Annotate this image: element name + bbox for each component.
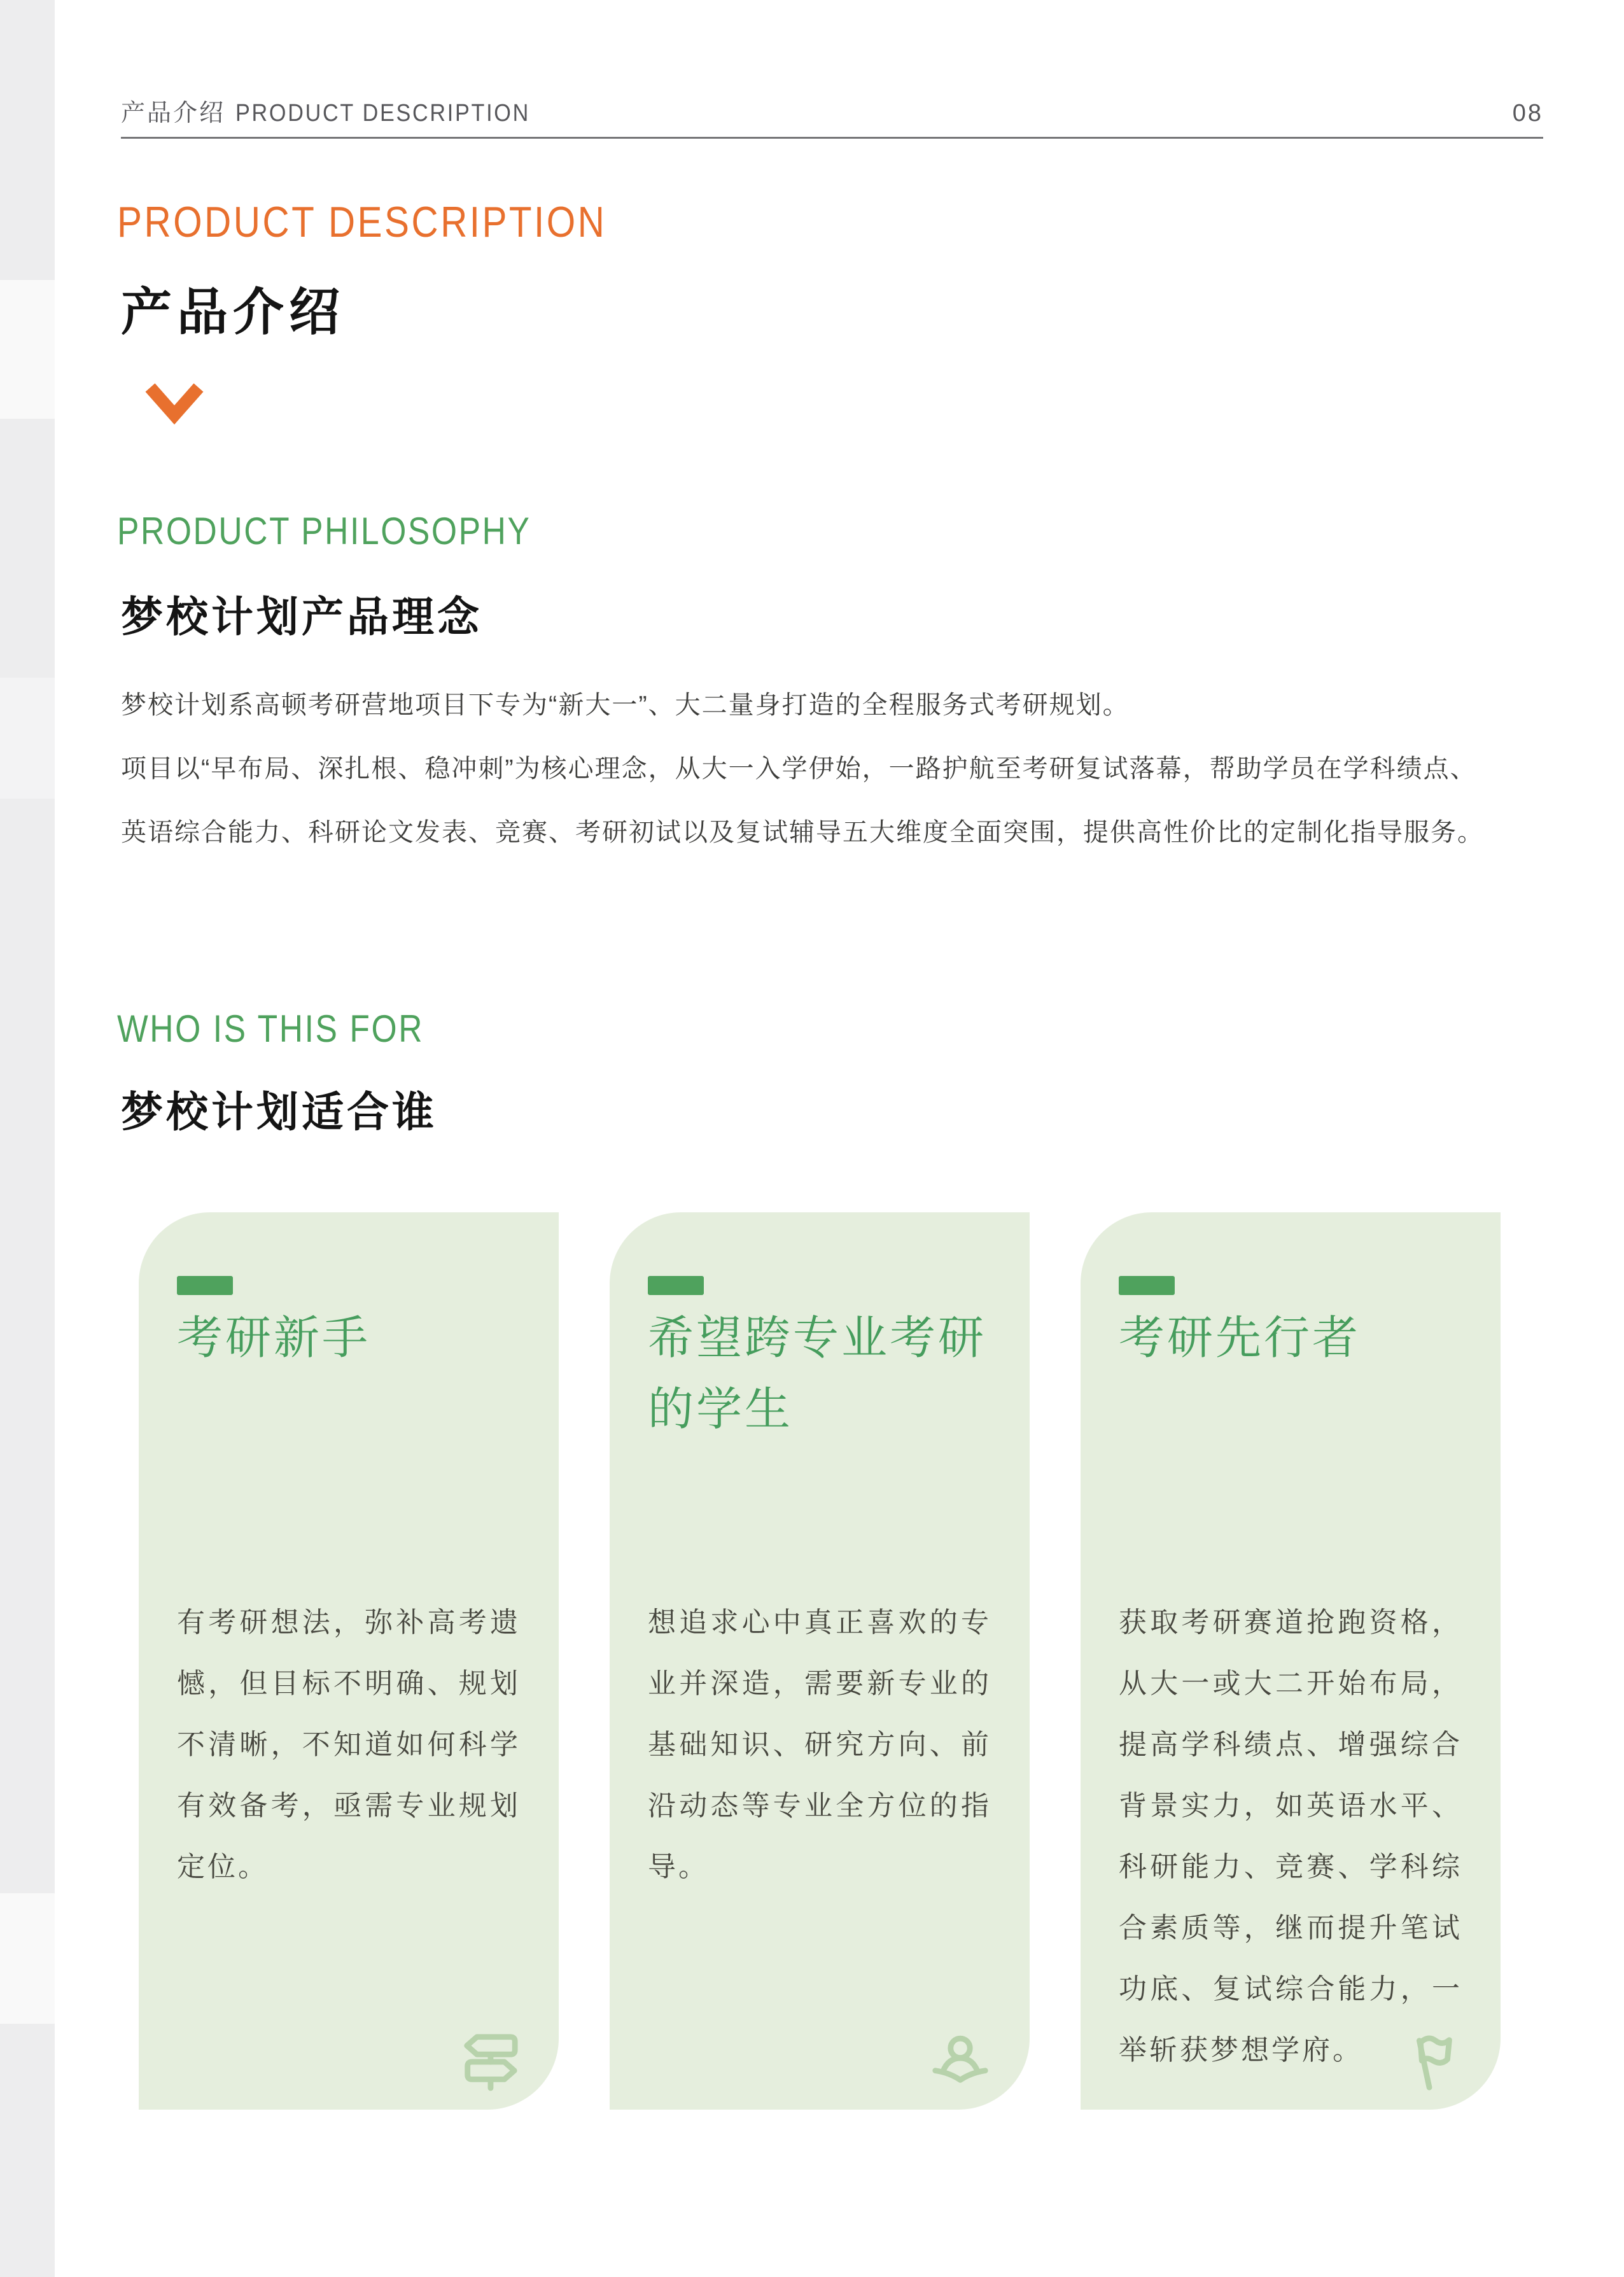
section-title-en: PRODUCT DESCRIPTION [117,198,607,246]
philosophy-heading-en: PRODUCT PHILOSOPHY [117,510,531,552]
header-title-en: PRODUCT DESCRIPTION [235,100,531,127]
card-body-text: 想追求心中真正喜欢的专业并深造，需要新专业的基础知识、研究方向、前沿动态等专业全方位的指导。 [648,1607,991,1882]
card-icon-wrap [458,2029,521,2092]
card-title: 希望跨专业考研的学生 [648,1313,987,1435]
page-edge-highlight [0,280,55,419]
card-accent-dash [1119,1276,1175,1295]
header-divider [121,137,1543,139]
page-header [121,93,1543,128]
page-edge-highlight [0,678,55,799]
card-icon-wrap [929,2029,991,2092]
header-running-title [121,93,563,128]
card-body-text: 获取考研赛道抢跑资格，从大一或大二开始布局，提高学科绩点、增强综合背景实力，如英语水平、科研能力、竞赛、学科综合素质等，继而提升笔试功底、复试综合能力，一举斩获梦想学府。 [1119,1607,1462,2066]
section-title-zh: 产品介绍 [121,284,345,340]
flag-icon [1400,2029,1462,2092]
card-exam-beginner [139,1212,559,2110]
page-edge-highlight [0,1893,55,2024]
who-heading-zh: 梦校计划适合谁 [121,1088,437,1135]
card-accent-dash [177,1276,233,1295]
audience-cards [139,1212,1501,2110]
paragraph-line: 梦校计划系高顿考研营地项目下专为“新大一”、大二量身打造的全程服务式考研规划。 [121,691,1130,719]
card-icon-wrap [1400,2029,1462,2092]
paragraph-line: 项目以“早布局、深扎根、稳冲刺”为核心理念，从大一入学伊始，一路护航至考研复试落幕，帮助学员在学科绩点、 [121,755,1477,783]
card-accent-dash [648,1276,704,1295]
card-title: 考研先行者 [1119,1313,1361,1364]
card-cross-major-student [610,1212,1030,2110]
card-exam-forerunner [1081,1212,1501,2110]
who-heading-en: WHO IS THIS FOR [117,1007,424,1050]
card-body-text: 有考研想法，弥补高考遗憾，但目标不明确、规划不清晰，不知道如何科学有效备考，亟需专业规划定位。 [177,1607,521,1882]
person-reading-icon [929,2029,991,2092]
signpost-icon [458,2029,521,2092]
philosophy-heading-zh: 梦校计划产品理念 [121,593,482,640]
header-title-zh: 产品介绍 [121,100,226,127]
chevron-down-icon [144,382,205,425]
page-edge-strip [0,0,55,2277]
philosophy-paragraph [121,673,1540,864]
page-number: 08 [1512,100,1543,127]
card-title: 考研新手 [177,1313,371,1364]
paragraph-line: 英语综合能力、科研论文发表、竞赛、考研初试以及复试辅导五大维度全面突围，提供高性价比的定制化指导服务。 [121,818,1484,846]
